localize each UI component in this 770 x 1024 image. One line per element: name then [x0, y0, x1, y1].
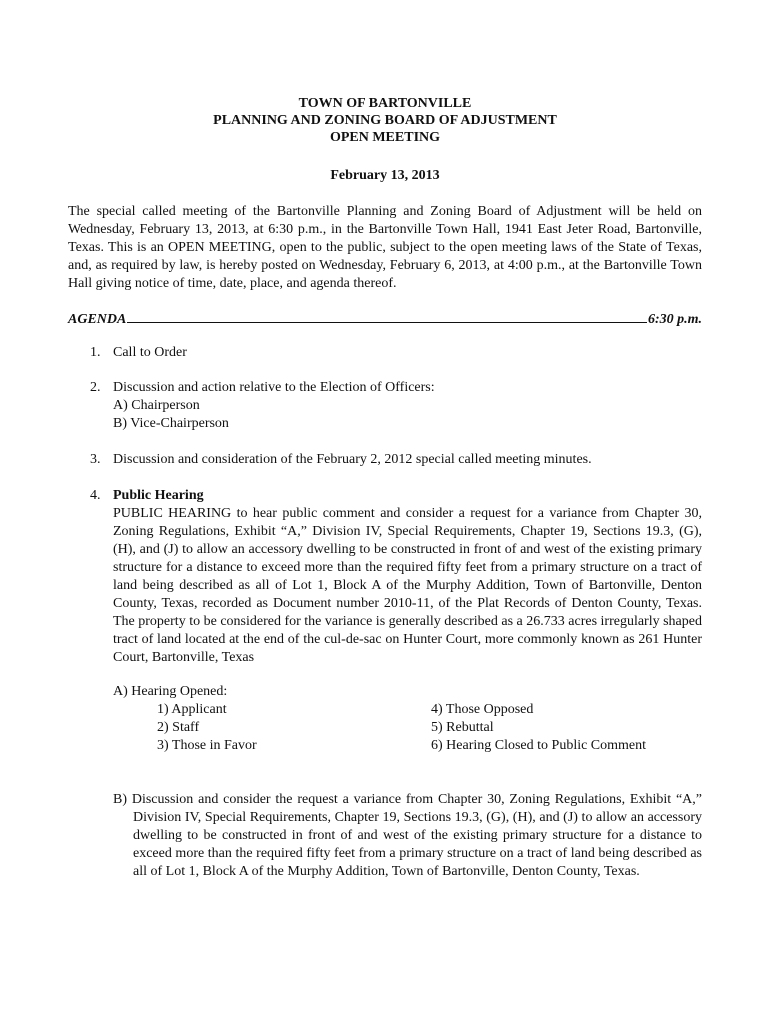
item-body: [113, 379, 702, 433]
option-chairperson: A) Chairperson: [113, 398, 200, 413]
board-title: PLANNING AND ZONING BOARD OF ADJUSTMENT: [213, 113, 557, 128]
agenda-label: AGENDA: [68, 312, 127, 327]
item-text: Call to Order: [113, 345, 187, 360]
agenda-item-3: [90, 451, 702, 469]
hearing-step: 2) Staff: [157, 720, 200, 735]
public-hearing-text: PUBLIC HEARING to hear public comment and consider a request for a variance from Chapter 30, Zoning Regulations, Exhibit “A,” Division IV, Special Requirements, Chapter 19, Sections 19.3, (G), (H), and (J) to allow an accessory dwelling to be constructed in front of and west of the existing primary structure for a distance to exceed more than the required fifty feet from a primary structure on a tract of land being described as all of Lot 1, Block A of the Murphy Addition, Town of Bartonville, Denton County, Texas, recorded as Document number 2010-11, of the Plat Records of Denton County, Texas. The property to be considered for the variance is generally described as a 26.733 acres irregularly shaped tract of land located at the end of the cul-de-sac on Hunter Court, more commonly known as 261 Hunter Court, Bartonville, Texas: [113, 506, 702, 665]
document-header: [0, 95, 770, 146]
item-number: 4.: [90, 488, 101, 503]
item-text: Discussion and action relative to the Election of Officers:: [113, 380, 435, 395]
agenda-item-2: [90, 379, 702, 433]
hearing-step: 5) Rebuttal: [431, 720, 494, 735]
agenda-item-4: [90, 487, 702, 667]
hearing-steps-left: [157, 701, 257, 755]
agenda-time: 6:30 p.m.: [647, 312, 702, 327]
item-body: [113, 487, 702, 667]
item-text: Discussion and consideration of the February 2, 2012 special called meeting minutes.: [113, 452, 592, 467]
agenda-line: [68, 309, 702, 328]
discussion-paragraph: B) Discussion and consider the request a variance from Chapter 30, Zoning Regulations, Exhibit “A,” Division IV, Special Requirements, Chapter 19, Sections 19.3, (G), (H), and (J) to allow an accessory dwelling to be constructed in front of and west of the existing primary structure for a distance to exceed more than the required fifty feet from a primary structure on a tract of land being described as all of Lot 1, Block A of the Murphy Addition, Town of Bartonville, Denton County, Texas.: [113, 792, 702, 879]
hearing-step: 6) Hearing Closed to Public Comment: [431, 738, 647, 753]
item-number: 1.: [90, 345, 101, 360]
agenda-item-1: [90, 344, 702, 362]
intro-paragraph: The special called meeting of the Bartonville Planning and Zoning Board of Adjustment will be held on Wednesday, February 13, 2013, at 6:30 p.m., in the Bartonville Town Hall, 1941 East Jeter Road, Bartonville, Texas. This is an OPEN MEETING, open to the public, subject to the open meeting laws of the State of Texas, and, as required by law, is hereby posted on Wednesday, February 6, 2013, at 4:00 p.m., at the Bartonville Town Hall giving notice of time, date, place, and agenda thereof.: [68, 204, 702, 291]
agenda-rule: [127, 309, 647, 323]
hearing-steps-right: [431, 701, 646, 755]
item-number: 3.: [90, 452, 101, 467]
hearing-step: 4) Those Opposed: [431, 702, 534, 717]
town-title: TOWN OF BARTONVILLE: [298, 96, 472, 111]
hearing-opened-label: A) Hearing Opened:: [113, 684, 228, 699]
hearing-step: 1) Applicant: [157, 702, 227, 717]
option-vice-chairperson: B) Vice-Chairperson: [113, 416, 229, 431]
public-hearing-title: Public Hearing: [113, 488, 204, 503]
item-number: 2.: [90, 380, 101, 395]
hearing-step: 3) Those in Favor: [157, 738, 257, 753]
meeting-type: OPEN MEETING: [329, 130, 441, 145]
meeting-date: February 13, 2013: [330, 168, 440, 183]
